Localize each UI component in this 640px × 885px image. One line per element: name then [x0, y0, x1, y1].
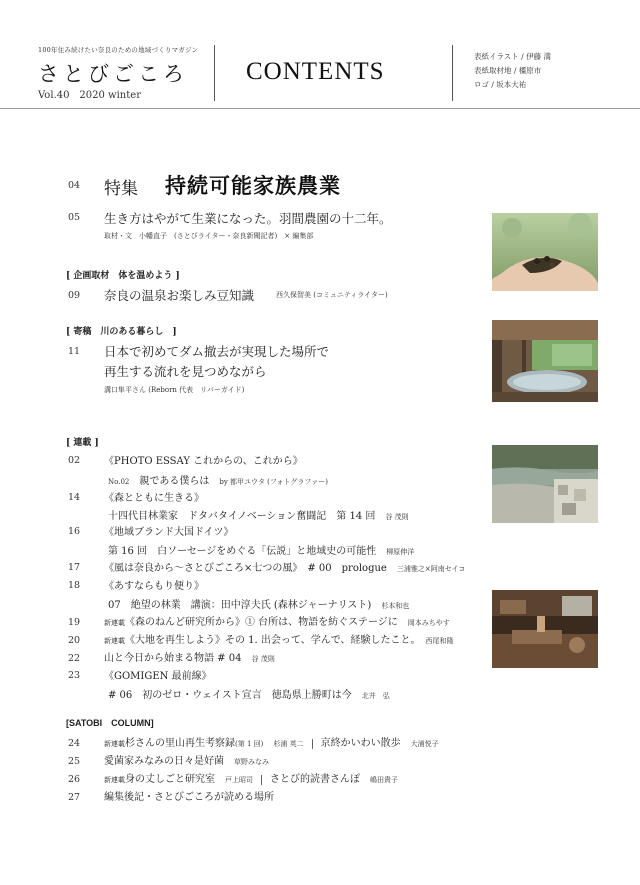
article-title: 日本で初めてダム撤去が実現した場所で	[104, 344, 330, 359]
magazine-logo: さとびごころ	[38, 62, 188, 86]
series-title: 《GOMIGEN 最前線》	[104, 671, 212, 682]
series-title	[104, 631, 454, 646]
column-title: さとび的読書さんぽ	[270, 774, 360, 785]
page-number: 14	[68, 492, 81, 503]
new-series-badge: 新連載	[104, 740, 125, 748]
article-credit: 草野みなみ	[234, 758, 269, 766]
page-title: CONTENTS	[246, 58, 385, 85]
credit-location: 表紙取材地 / 橿原市	[474, 66, 542, 75]
article-credit: 西久保智美 (コミュニティライター)	[276, 291, 388, 299]
series-title	[104, 649, 275, 664]
volume-info: Vol.40 2020 winter	[38, 90, 141, 101]
page-number: 23	[68, 670, 81, 681]
series-subtitle-text: # 06 初のゼロ・ウェイスト宣言 徳島県上勝町は今	[108, 690, 352, 701]
divider	[312, 739, 313, 749]
section-heading: [ 連載 ]	[66, 438, 99, 448]
article-credit: 溝口隼平さん (Reborn 代表 リバーガイド)	[104, 386, 245, 394]
header-divider	[452, 45, 453, 101]
article-title: 生き方はやがて生業になった。羽間農園の十二年。	[104, 211, 392, 226]
article-credit: 北井 弘	[361, 692, 390, 700]
photo-kitchen	[492, 590, 598, 668]
article-credit: 戸上昭司	[225, 776, 253, 784]
article-credit: 三浦雅之×阿南セイコ	[396, 565, 466, 573]
series-number: No.02	[108, 478, 130, 486]
header-divider	[214, 45, 215, 101]
cover-credits	[474, 50, 551, 92]
series-title-text: 山と今日から始まる物語 # 04	[104, 653, 242, 664]
photo-tea-leaves	[492, 213, 598, 291]
series-title: 《あすならもり便り》	[104, 581, 204, 592]
page-number: 09	[68, 290, 81, 301]
series-title	[104, 559, 465, 574]
photo-river	[492, 445, 598, 523]
series-title	[104, 613, 450, 628]
column-title: 編集後記・さとびごころが読める場所	[104, 792, 274, 803]
article-credit: by 都甲ユウタ (フォトグラファー)	[219, 478, 329, 486]
page-number: 26	[68, 774, 81, 785]
page-number: 02	[68, 455, 81, 466]
article-credit: 杉本和也	[381, 602, 410, 610]
page-number: 25	[68, 756, 81, 767]
page-number: 11	[68, 346, 81, 357]
article-credit: 大浦悦子	[410, 740, 439, 748]
article-credit: 岡本みちやす	[407, 619, 450, 627]
article-credit: 谷 茂則	[251, 655, 275, 663]
series-title: 《PHOTO ESSAY これからの、これから》	[104, 456, 303, 467]
article-credit: 柳原伸洋	[386, 548, 415, 556]
series-subtitle	[108, 542, 414, 557]
section-heading: [ 企画取材 体を温めよう ]	[66, 271, 180, 281]
page-number: 20	[68, 635, 81, 646]
page-number: 04	[68, 180, 81, 191]
article-credit: 杉浦 英二	[273, 740, 304, 748]
column-title: 京終かいわい散歩	[320, 738, 401, 749]
series-subtitle	[108, 472, 328, 487]
article-credit: 取材・文 小幡直子 (さとびライター・奈良新聞記者) × 編集部	[104, 232, 314, 240]
column-note: (第 1 回)	[235, 740, 264, 748]
article-credit: 谷 茂則	[385, 513, 409, 521]
series-title-text: 《森のねんど研究所から》① 台所は、物語を紡ぐステージに	[125, 617, 398, 628]
series-subtitle-text: 第 16 回 白ソーセージをめぐる「伝説」と地域史の可能性	[108, 546, 377, 557]
article-title: 再生する流れを見つめながら	[104, 364, 267, 379]
page-number: 16	[68, 526, 81, 537]
series-subtitle-text: 十四代目林業家 ドタバタイノベーション奮闘記 第 14 回	[108, 511, 376, 522]
series-title-text: 《風は奈良から～さとびごころ×七つの風》 # 00 prologue	[104, 563, 387, 574]
divider	[261, 775, 262, 785]
new-series-badge: 新連載	[104, 776, 125, 784]
column-row	[104, 734, 439, 749]
series-subtitle-text: 親である僕らは	[139, 476, 210, 487]
section-heading: [ 寄稿 川のある暮らし ]	[66, 327, 177, 337]
page-number: 27	[68, 792, 81, 803]
article-title: 奈良の温泉お楽しみ豆知識	[104, 288, 255, 303]
series-subtitle	[108, 507, 409, 522]
article-credit: 西尾和隆	[425, 637, 454, 645]
column-title: 愛菌家みなみの日々是好菌	[104, 756, 224, 767]
page-number: 05	[68, 212, 81, 223]
page-number: 17	[68, 562, 81, 573]
credit-illustration: 表紙イラスト / 伊藤 満	[474, 52, 551, 61]
series-subtitle-text: 07 絶望の林業 講演：田中淳夫氏 (森林ジャーナリスト)	[108, 600, 372, 611]
column-title: 身の丈しごと研究室	[125, 774, 215, 785]
page-number: 19	[68, 617, 81, 628]
header-rule	[0, 108, 640, 109]
column-title: 杉さんの里山再生考察録	[125, 738, 235, 749]
series-title: 《地域ブランド大国ドイツ》	[104, 527, 234, 538]
series-title-text: 《大地を再生しよう》その 1. 出会って、学んで、経験したこと。	[125, 635, 416, 646]
page-number: 24	[68, 738, 81, 749]
section-heading: [SATOBI COLUMN]	[66, 718, 154, 728]
credit-logo: ロゴ / 坂本大祐	[474, 80, 527, 89]
tagline: 100年住み続けたい奈良のための地域づくりマガジン	[38, 46, 199, 54]
column-row	[104, 752, 269, 767]
new-series-badge: 新連載	[104, 637, 125, 645]
article-credit: 嶋田貴子	[370, 776, 398, 784]
series-title: 《森とともに生きる》	[104, 493, 204, 504]
page-number: 18	[68, 580, 81, 591]
series-subtitle	[108, 686, 390, 701]
new-series-badge: 新連載	[104, 619, 125, 627]
feature-label: 特集	[104, 179, 138, 199]
feature-title: 持続可能家族農業	[165, 173, 341, 198]
series-subtitle	[108, 596, 409, 611]
page-number: 22	[68, 653, 81, 664]
column-row	[104, 770, 398, 785]
photo-onsen	[492, 320, 598, 402]
